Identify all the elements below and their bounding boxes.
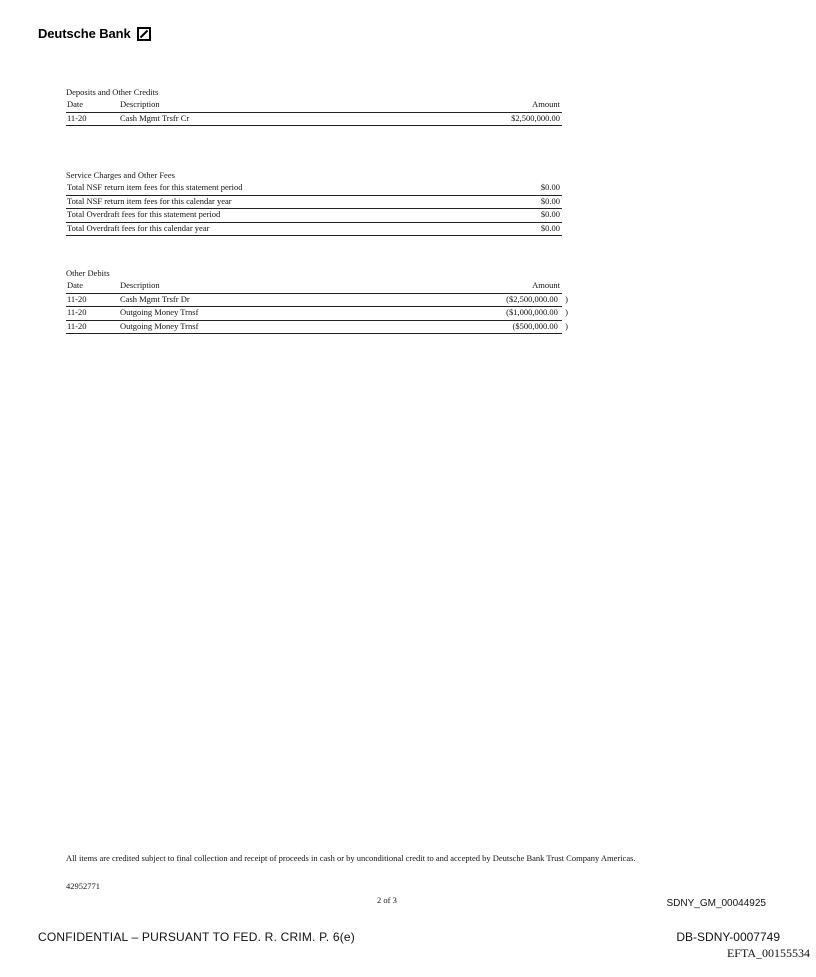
debit-amount-value: ($2,500,000.00: [506, 293, 558, 304]
deposit-date: 11-20: [67, 112, 87, 123]
fee-row: [66, 182, 562, 196]
confidential-notice: CONFIDENTIAL – PURSUANT TO FED. R. CRIM. P. 6(e): [38, 930, 355, 944]
debits-header-row: [66, 280, 562, 294]
fees-section: [66, 170, 562, 236]
deposits-section: [66, 87, 562, 126]
debit-date: 11-20: [67, 320, 87, 331]
fee-amount: $0.00: [540, 222, 560, 233]
debits-title: Other Debits: [66, 268, 110, 278]
debit-amount-value: ($500,000.00: [512, 320, 558, 331]
brand-name: Deutsche Bank: [38, 26, 131, 41]
fee-label: Total Overdraft fees for this calendar year: [67, 222, 210, 233]
debit-row: [66, 293, 568, 308]
deposits-description-header: Description: [120, 99, 160, 109]
debits-section: [66, 268, 568, 334]
debit-description: Outgoing Money Trnsf: [120, 320, 199, 331]
debit-description: Outgoing Money Trnsf: [120, 307, 199, 317]
fee-label: Total NSF return item fees for this statement period: [67, 182, 243, 192]
debit-amount-close-paren: ): [565, 293, 568, 304]
fees-title: Service Charges and Other Fees: [66, 170, 175, 180]
deposits-amount-header: Amount: [532, 99, 560, 109]
deposits-title: Deposits and Other Credits: [66, 87, 159, 97]
debit-amount-close-paren: ): [565, 307, 568, 317]
debits-description-header: Description: [120, 280, 160, 290]
deposit-description: Cash Mgmt Trsfr Cr: [120, 112, 190, 123]
debit-amount: [513, 321, 560, 332]
debit-row: [66, 320, 568, 335]
deposits-header-row: [66, 99, 562, 113]
account-code: 42952771: [66, 881, 100, 891]
debit-date: 11-20: [67, 307, 87, 317]
deposits-date-header: Date: [67, 99, 84, 109]
debits-amount-header: Amount: [532, 280, 560, 290]
efta-number: EFTA_00155534: [726, 946, 810, 960]
debit-amount-close-paren: ): [565, 320, 568, 331]
footer-disclaimer: All items are credited subject to final collection and receipt of proceeds in cash or by unconditional credit to and accepted by Deutsche Bank Trust Company Americas.: [66, 853, 636, 863]
fee-label: Total NSF return item fees for this calendar year: [67, 195, 232, 206]
fee-amount: $0.00: [540, 195, 560, 206]
fee-amount: $0.00: [540, 182, 560, 192]
debit-amount-value: ($1,000,000.00: [506, 307, 558, 317]
fee-row: [66, 196, 562, 210]
deposit-row: [66, 113, 562, 127]
debits-date-header: Date: [67, 280, 84, 290]
debit-row: [66, 307, 568, 321]
bates-sdny: SDNY_GM_00044925: [666, 898, 766, 909]
debit-date: 11-20: [67, 293, 87, 304]
deposit-amount: $2,500,000.00: [511, 112, 560, 123]
page-number: 2 of 3: [377, 895, 397, 905]
fee-label: Total Overdraft fees for this statement period: [67, 209, 221, 219]
fee-row: [66, 209, 562, 223]
brand-header: [38, 26, 151, 41]
debit-description: Cash Mgmt Trsfr Dr: [120, 293, 190, 304]
bates-db: DB-SDNY-0007749: [676, 930, 780, 944]
fee-amount: $0.00: [540, 209, 560, 219]
deutsche-bank-slash-logo-icon: [137, 27, 151, 41]
fee-row: [66, 223, 562, 237]
debit-amount: [506, 294, 560, 305]
debit-amount: [506, 307, 560, 318]
